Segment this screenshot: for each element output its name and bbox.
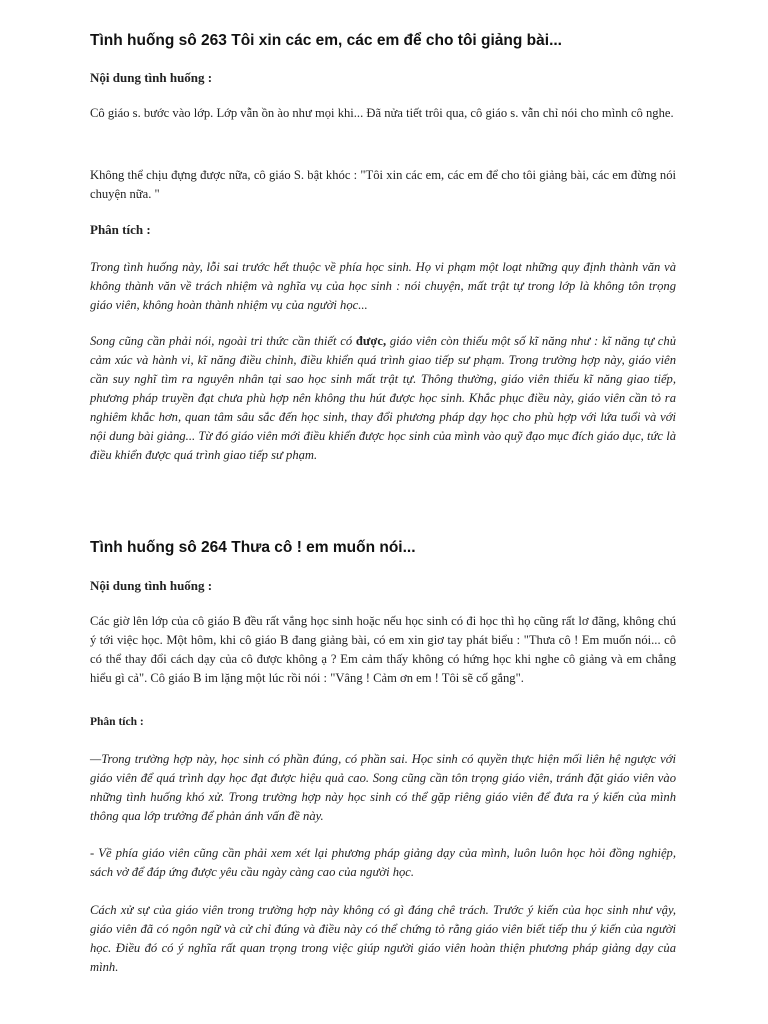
case-263-analysis-paragraph-2 (90, 332, 676, 465)
analysis-text-start: Song cũng cần phải nói, ngoài tri thức cần thiết có (90, 334, 356, 348)
case-263-content-paragraph-1: Cô giáo s. bước vào lớp. Lớp vẫn ồn ào như mọi khi... Đã nửa tiết trôi qua, cô giáo s. vẫn chỉ nói cho mình cô nghe. (90, 106, 674, 120)
case-263-content-paragraph-2: Không thể chịu đựng được nữa, cô giáo S. bật khóc : "Tôi xin các em, các em để cho tôi giảng bài, các em đừng nói chuyện nữa. " (90, 168, 676, 201)
analysis-text-rest: giáo viên còn thiếu một số kĩ năng như : kĩ năng tự chủ cảm xúc và hành vi, kĩ năng điều chỉnh, điều khiển quá trình giao tiếp sư phạm. Trong trường hợp này, giáo viên cần suy nghĩ tìm ra nguyên nhân tại sao học sinh mất trật tự. Thông thường, giáo viên thiếu kĩ năng giao tiếp, phương pháp truyền đạt chưa phù hợp nên không thu hút được học sinh. Khắc phục điều này, giáo viên cần tỏ ra nghiêm khắc hơn, quan tâm sâu sắc đến học sinh, thay đổi phương pháp dạy học cho phù hợp với lứa tuổi và với nội dung bài giảng... Từ đó giáo viên mới điều khiển được học sinh của mình vào quỹ đạo mục đích giáo dục, tức là điều khiển được quá trình giao tiếp sư phạm. (90, 334, 676, 462)
analysis-bold-word: được, (355, 334, 387, 348)
case-264-analysis-label: Phân tích : (90, 716, 144, 728)
case-264-analysis-paragraph-3: Cách xử sự của giáo viên trong trường hợp này không có gì đáng chê trách. Trước ý kiến của học sinh như vậy, giáo viên đã có ngôn ngữ và cử chỉ đúng và điều này có thể chứng tỏ rằng giáo viên biết tiếp thu ý kiến của người học. Điều đó có ý nghĩa rất quan trọng trong việc giúp người giáo viên hoàn thiện phương pháp giảng dạy của mình. (90, 903, 676, 974)
case-264-analysis-paragraph-1: —Trong trường hợp này, học sinh có phần đúng, có phần sai. Học sinh có quyền thực hiện mối liên hệ ngược với giáo viên để quá trình dạy học đạt được hiệu quả cao. Song cũng cần tôn trọng giáo viên, tránh đặt giáo viên vào những tình huống khó xử. Trong trường hợp này học sinh có thể gặp riêng giáo viên để đưa ra ý kiến của mình thông qua lớp trưởng để phản ánh vấn đề này. (90, 752, 676, 823)
case-264-content-paragraph-1: Các giờ lên lớp của cô giáo B đều rất vắng học sinh hoặc nếu học sinh có đi học thì họ cũng rất lơ đãng, không chú ý tới việc học. Một hôm, khi cô giáo B đang giảng bài, có em xin giơ tay phát biểu : "Thưa cô ! Em muốn nói... cô có thể thay đổi cách dạy của cô được không ạ ? Em cảm thấy không có hứng học khi nghe cô giảng và em chẳng hiểu gì cả". Cô giáo B im lặng một lúc rồi nói : "Vâng ! Cảm ơn em ! Tôi sẽ cố gắng". (90, 614, 676, 685)
case-263-content-label: Nội dung tình huống : (90, 70, 213, 85)
case-263-title: Tình huống sô 263 Tôi xin các em, các em để cho tôi giảng bài... (90, 32, 562, 49)
case-263-analysis-label: Phân tích : (90, 222, 151, 237)
case-264-title: Tình huống sô 264 Thưa cô ! em muốn nói... (90, 539, 416, 556)
case-263-analysis-paragraph-1: Trong tình huống này, lỗi sai trước hết thuộc về phía học sinh. Họ vi phạm một loạt những quy định thành văn và không thành văn về trách nhiệm và nghĩa vụ của học sinh : nói chuyện, mất trật tự trong lớp là không tôn trọng giáo viên, không hoàn thành nhiệm vụ của người học... (90, 260, 676, 312)
case-264-analysis-paragraph-2: - Về phía giáo viên cũng cần phải xem xét lại phương pháp giảng dạy của mình, luôn luôn học hỏi đồng nghiệp, sách vở để đáp ứng được yêu cầu ngày càng cao của người học. (90, 846, 676, 879)
case-264-content-label: Nội dung tình huống : (90, 578, 213, 593)
